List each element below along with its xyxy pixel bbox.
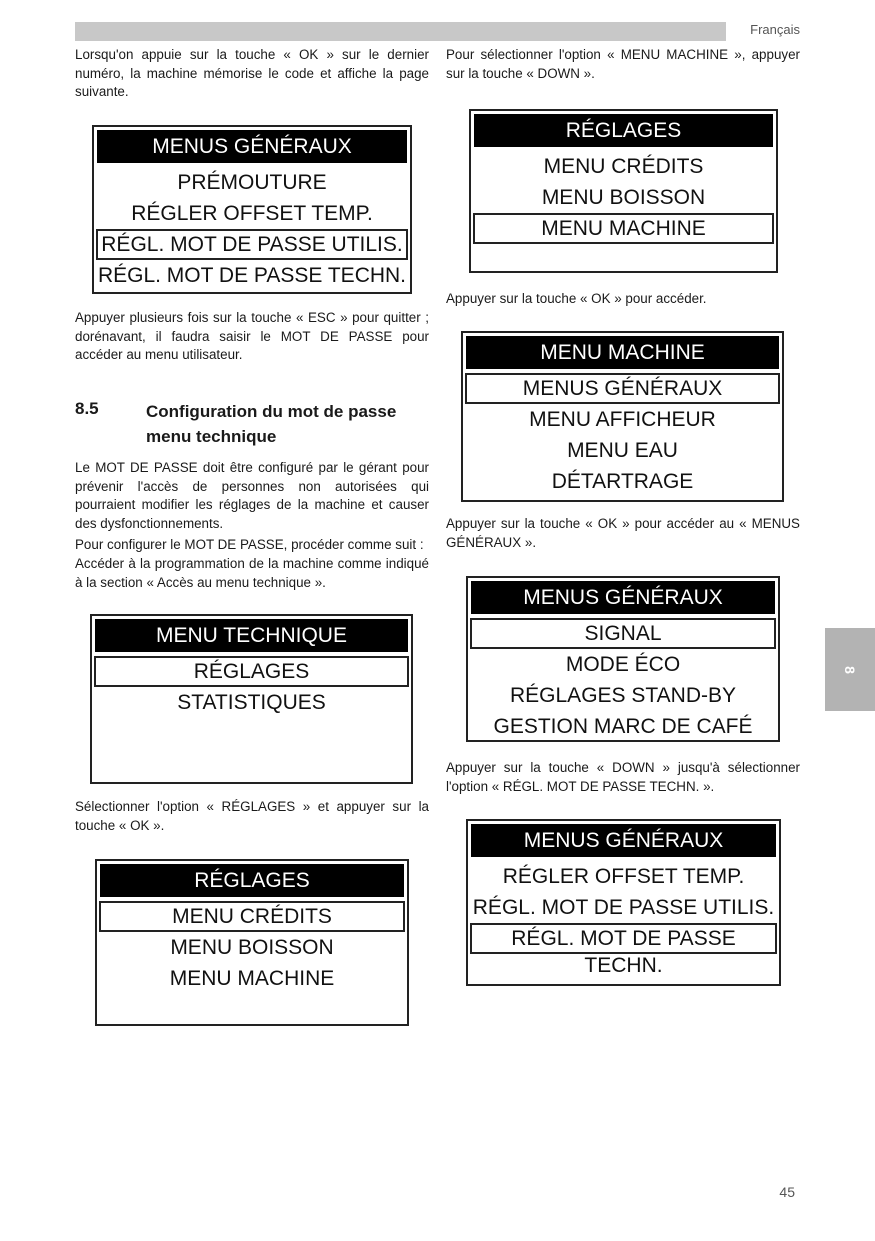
paragraph: Appuyer plusieurs fois sur la touche « ESC » pour quitter ; dorénavant, il faudra saisir le MOT DE PASSE pour accéder au menu utilisateur. (75, 310, 429, 362)
screen-menu-item: MENU BOISSON (170, 936, 334, 959)
screen-menu-item-selected: MENUS GÉNÉRAUX (465, 373, 780, 404)
display-screen (92, 125, 412, 294)
screen-title: MENUS GÉNÉRAUX (471, 581, 775, 614)
screen-menu-item: RÉGLAGES STAND-BY (510, 684, 736, 707)
screen-title: RÉGLAGES (474, 114, 773, 147)
paragraph: Appuyer sur la touche « DOWN » jusqu'à sélectionner l'option « RÉGL. MOT DE PASSE TECHN. ». (446, 760, 800, 794)
display-screen (466, 819, 781, 986)
display-screen (461, 331, 784, 502)
screen-menu-item: RÉGLER OFFSET TEMP. (131, 202, 373, 225)
screen-menu-item-selected: MENU CRÉDITS (99, 901, 405, 932)
screen-menu-item-selected: SIGNAL (470, 618, 776, 649)
paragraph: Pour sélectionner l'option « MENU MACHINE », appuyer sur la touche « DOWN ». (446, 47, 800, 81)
display-screen (90, 614, 413, 784)
screen-menu-list (471, 150, 776, 244)
screen-title: MENU MACHINE (466, 336, 779, 369)
chapter-tab (825, 628, 875, 711)
screen-menu-list (92, 655, 411, 718)
screen-menu-item: PRÉMOUTURE (177, 171, 327, 194)
paragraph: Appuyer sur la touche « OK » pour accéder. (446, 291, 707, 306)
chapter-tab-label: 8 (842, 665, 858, 674)
header-bar (75, 22, 726, 41)
screen-menu-item: DÉTARTRAGE (551, 470, 694, 493)
screen-menu-item-selected: RÉGL. MOT DE PASSE UTILIS. (96, 229, 408, 260)
screen-menu-list (94, 166, 410, 291)
screen-menu-item: GESTION MARC DE CAFÉ (493, 715, 753, 738)
screen-title: MENUS GÉNÉRAUX (471, 824, 776, 857)
screen-menu-item: STATISTIQUES (177, 691, 326, 714)
screen-menu-item: RÉGL. MOT DE PASSE UTILIS. (472, 896, 775, 919)
section-number: 8.5 (75, 399, 99, 418)
paragraph: Lorsqu'on appuie sur la touche « OK » sur le dernier numéro, la machine mémorise le code et affiche la page suivante. (75, 47, 429, 99)
screen-menu-item: RÉGLER OFFSET TEMP. (502, 865, 745, 888)
screen-menu-item: MENU EAU (567, 439, 678, 462)
screen-menu-item: MENU CRÉDITS (543, 155, 704, 178)
screen-menu-item-selected: MENU MACHINE (473, 213, 774, 244)
screen-title: RÉGLAGES (100, 864, 404, 897)
screen-menu-item: RÉGL. MOT DE PASSE TECHN. (97, 264, 407, 287)
display-screen (469, 109, 778, 273)
paragraph: Sélectionner l'option « RÉGLAGES » et appuyer sur la touche « OK ». (75, 799, 429, 833)
screen-title: MENU TECHNIQUE (95, 619, 408, 652)
screen-menu-item: MENU BOISSON (541, 186, 706, 209)
paragraph: Le MOT DE PASSE doit être configuré par le gérant pour prévenir l'accès de personnes non autorisées qui pourraient modifier les réglages de la machine et causer des dysfonctionnements. (75, 460, 429, 531)
paragraph: Appuyer sur la touche « OK » pour accéder au « MENUS GÉNÉRAUX ». (446, 516, 800, 550)
language-label: Français (750, 22, 800, 37)
screen-menu-list (468, 860, 779, 977)
page-number: 45 (779, 1184, 795, 1200)
screen-menu-list (463, 372, 782, 497)
section-title: Configuration du mot de passe menu technique (146, 402, 397, 446)
paragraph: Accéder à la programmation de la machine comme indiqué à la section « Accès au menu technique ». (75, 556, 429, 590)
screen-menu-item: MODE ÉCO (565, 653, 681, 676)
screen-menu-item: MENU MACHINE (169, 967, 335, 990)
screen-title: MENUS GÉNÉRAUX (97, 130, 407, 163)
screen-menu-item-selected: RÉGLAGES (94, 656, 409, 687)
screen-menu-list (468, 617, 778, 742)
screen-menu-item-selected: RÉGL. MOT DE PASSE TECHN. (470, 923, 777, 954)
paragraph: Pour configurer le MOT DE PASSE, procéder comme suit : (75, 537, 424, 552)
screen-menu-list (97, 900, 407, 994)
display-screen (466, 576, 780, 742)
display-screen (95, 859, 409, 1026)
screen-menu-item: MENU AFFICHEUR (529, 408, 716, 431)
